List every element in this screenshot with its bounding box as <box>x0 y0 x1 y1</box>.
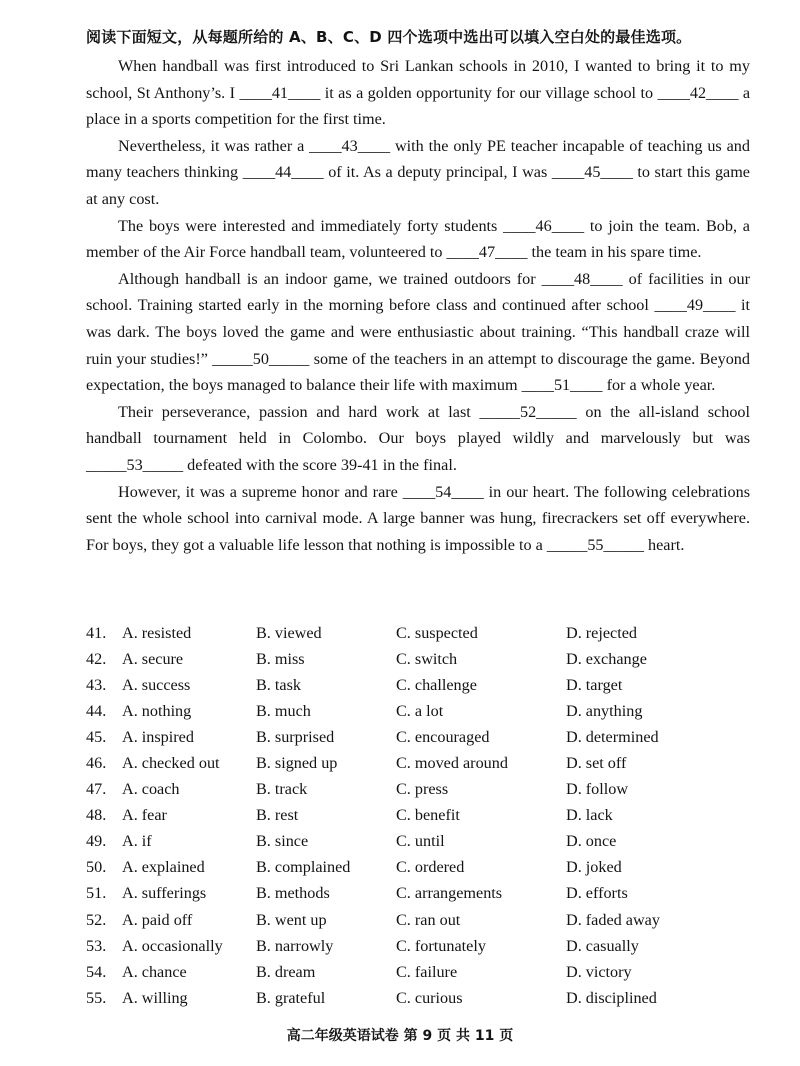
option-row <box>86 855 766 881</box>
passage-text: with the only PE teacher incapable of teaching us and many teachers thinking <box>86 136 750 182</box>
question-number: 50. <box>86 858 107 877</box>
answer-blank[interactable]: ____41____ <box>239 83 321 102</box>
answer-blank[interactable]: ____51____ <box>521 376 603 395</box>
answer-blank[interactable]: _____55_____ <box>546 535 644 554</box>
passage-paragraph <box>86 53 750 133</box>
option-row <box>86 724 766 750</box>
option-d[interactable]: D. disciplined <box>566 988 657 1007</box>
passage-text: The boys were interested and immediately forty students <box>118 216 504 235</box>
passage-paragraph <box>86 399 750 479</box>
question-number: 52. <box>86 910 107 929</box>
option-row <box>86 750 766 776</box>
passage-text: it was dark. The boys loved the game and were enthusiastic about training. “This handball craze will ruin your studies!” <box>86 296 750 368</box>
option-d[interactable]: D. determined <box>566 727 659 746</box>
passage-text: heart. <box>643 535 685 554</box>
passage-paragraph <box>86 266 750 399</box>
passage-paragraph <box>86 479 750 559</box>
answer-blank[interactable]: ____46____ <box>503 216 585 235</box>
passage-text: However, it was a supreme honor and rare <box>118 482 403 501</box>
question-number: 55. <box>86 988 107 1007</box>
option-row <box>86 881 766 907</box>
question-number: 49. <box>86 832 107 851</box>
option-a[interactable]: A. willing <box>122 988 188 1007</box>
option-row <box>86 829 766 855</box>
option-d[interactable]: D. faded away <box>566 910 660 929</box>
option-a[interactable]: A. chance <box>122 962 187 981</box>
option-d[interactable]: D. set off <box>566 754 627 773</box>
passage-text: on the all-island school handball tournament held in Colombo. Our boys played wildly and marvelously but was <box>86 402 751 448</box>
option-c[interactable]: C. ran out <box>396 910 461 929</box>
passage-text: to start this game at any cost. <box>86 163 750 208</box>
option-b[interactable]: B. signed up <box>256 754 338 773</box>
answer-blank[interactable]: _____52_____ <box>479 402 577 421</box>
option-b[interactable]: B. viewed <box>256 623 322 642</box>
option-c[interactable]: C. moved around <box>396 754 508 773</box>
option-d[interactable]: D. joked <box>566 858 622 877</box>
option-c[interactable]: C. benefit <box>396 806 460 825</box>
option-a[interactable]: A. occasionally <box>122 936 223 955</box>
option-b[interactable]: B. dream <box>256 962 316 981</box>
passage-text: a place in a sports competition for the first time. <box>86 83 750 129</box>
option-a[interactable]: A. success <box>122 675 191 694</box>
option-row <box>86 777 766 803</box>
option-row <box>86 959 766 985</box>
option-row <box>86 698 766 724</box>
answer-blank[interactable]: ____43____ <box>309 136 391 155</box>
option-row <box>86 672 766 698</box>
option-d[interactable]: D. efforts <box>566 884 628 903</box>
option-c[interactable]: C. curious <box>396 988 463 1007</box>
option-a[interactable]: A. paid off <box>122 910 193 929</box>
option-d[interactable]: D. lack <box>566 806 613 825</box>
option-d[interactable]: D. once <box>566 832 617 851</box>
answer-blank[interactable]: ____54____ <box>402 482 484 501</box>
option-b[interactable]: B. since <box>256 832 309 851</box>
option-b[interactable]: B. track <box>256 780 308 799</box>
option-a[interactable]: A. nothing <box>122 701 192 720</box>
page-footer: 高二年级英语试卷 第 9 页 共 11 页 <box>286 1028 514 1044</box>
question-number: 47. <box>86 780 107 799</box>
passage-text: of it. As a deputy principal, I was <box>323 163 552 182</box>
question-number: 51. <box>86 884 107 903</box>
passage-text: in our heart. The following celebrations sent the whole school into carnival mode. A large banner was hung, firecrackers set off everywhere. For boys, they got a valuable life lesson that nothing is impossible to a <box>86 482 750 554</box>
section-instruction: 阅读下面短文，从每题所给的 A、B、C、D 四个选项中选出可以填入空白处的最佳选项。 <box>86 28 692 46</box>
question-number: 46. <box>86 754 107 773</box>
option-a[interactable]: A. checked out <box>122 754 220 773</box>
passage-text: for a whole year. <box>602 376 716 395</box>
answer-blank[interactable]: ____45____ <box>551 163 633 182</box>
option-row <box>86 985 766 1011</box>
option-c[interactable]: C. ordered <box>396 858 465 877</box>
passage-text: Nevertheless, it was rather a <box>118 136 310 155</box>
option-b[interactable]: B. narrowly <box>256 936 334 955</box>
option-c[interactable]: C. suspected <box>396 623 478 642</box>
passage-text: defeated with the score 39-41 in the final. <box>183 455 457 474</box>
option-c[interactable]: C. press <box>396 780 449 799</box>
option-d[interactable]: D. target <box>566 675 623 694</box>
passage-paragraph <box>86 213 750 266</box>
option-c[interactable]: C. a lot <box>396 701 444 720</box>
option-d[interactable]: D. exchange <box>566 649 647 668</box>
option-a[interactable]: A. sufferings <box>122 884 207 903</box>
option-b[interactable]: B. complained <box>256 858 351 877</box>
question-number: 43. <box>86 675 107 694</box>
option-b[interactable]: B. methods <box>256 884 330 903</box>
option-b[interactable]: B. surprised <box>256 727 335 746</box>
option-d[interactable]: D. victory <box>566 962 632 981</box>
answer-blank[interactable]: ____42____ <box>657 83 739 102</box>
question-number: 44. <box>86 701 107 720</box>
option-a[interactable]: A. inspired <box>122 727 194 746</box>
passage-text: of facilities in our school. Training started early in the morning before class and continued after school <box>86 269 750 315</box>
option-c[interactable]: C. fortunately <box>396 936 486 955</box>
option-b[interactable]: B. grateful <box>256 988 326 1007</box>
answer-blank[interactable]: _____50_____ <box>212 349 310 368</box>
option-c[interactable]: C. challenge <box>396 675 477 694</box>
answer-blank[interactable]: ____48____ <box>541 269 623 288</box>
option-c[interactable]: C. encouraged <box>396 727 490 746</box>
answer-blank[interactable]: _____53_____ <box>86 455 184 474</box>
question-number: 54. <box>86 962 107 981</box>
option-b[interactable]: B. miss <box>256 649 305 668</box>
passage-text: some of the teachers in an attempt to discourage the game. Beyond expectation, the boys managed to balance their life with maximum <box>86 349 750 395</box>
answer-blank[interactable]: ____49____ <box>654 296 736 315</box>
question-number: 53. <box>86 936 107 955</box>
option-d[interactable]: D. anything <box>566 701 643 720</box>
option-a[interactable]: A. coach <box>122 780 180 799</box>
option-row <box>86 620 766 646</box>
option-row <box>86 803 766 829</box>
question-number: 42. <box>86 649 107 668</box>
passage-text: the team in his spare time. <box>527 243 702 262</box>
cloze-passage <box>86 53 750 558</box>
option-a[interactable]: A. resisted <box>122 623 192 642</box>
option-a[interactable]: A. secure <box>122 649 184 668</box>
passage-paragraph <box>86 133 750 213</box>
passage-text: When handball was first introduced to Sri Lankan schools in 2010, I wanted to bring it to my school, St Anthony’s. I <box>86 57 750 102</box>
option-b[interactable]: B. went up <box>256 910 327 929</box>
option-a[interactable]: A. explained <box>122 858 205 877</box>
passage-text: Although handball is an indoor game, we trained outdoors for <box>118 269 542 288</box>
option-c[interactable]: C. switch <box>396 649 458 668</box>
passage-text: Their perseverance, passion and hard work at last <box>118 402 480 421</box>
option-b[interactable]: B. rest <box>256 806 299 825</box>
options-list <box>86 620 766 1011</box>
option-a[interactable]: A. fear <box>122 806 167 825</box>
option-d[interactable]: D. casually <box>566 936 639 955</box>
question-number: 41. <box>86 623 107 642</box>
option-c[interactable]: C. arrangements <box>396 884 503 903</box>
passage-text: to join the team. Bob, a member of the Air Force handball team, volunteered to <box>86 216 750 262</box>
option-a[interactable]: A. if <box>122 832 152 851</box>
option-row <box>86 907 766 933</box>
answer-blank[interactable]: ____47____ <box>446 243 528 262</box>
question-number: 45. <box>86 727 107 746</box>
passage-text: it as a golden opportunity for our village school to <box>320 83 658 102</box>
option-d[interactable]: D. follow <box>566 780 629 799</box>
option-d[interactable]: D. rejected <box>566 623 638 642</box>
question-number: 48. <box>86 806 107 825</box>
answer-blank[interactable]: ____44____ <box>242 163 324 182</box>
option-c[interactable]: C. until <box>396 832 445 851</box>
option-row <box>86 646 766 672</box>
option-row <box>86 933 766 959</box>
option-b[interactable]: B. task <box>256 675 301 694</box>
option-c[interactable]: C. failure <box>396 962 458 981</box>
option-b[interactable]: B. much <box>256 701 311 720</box>
